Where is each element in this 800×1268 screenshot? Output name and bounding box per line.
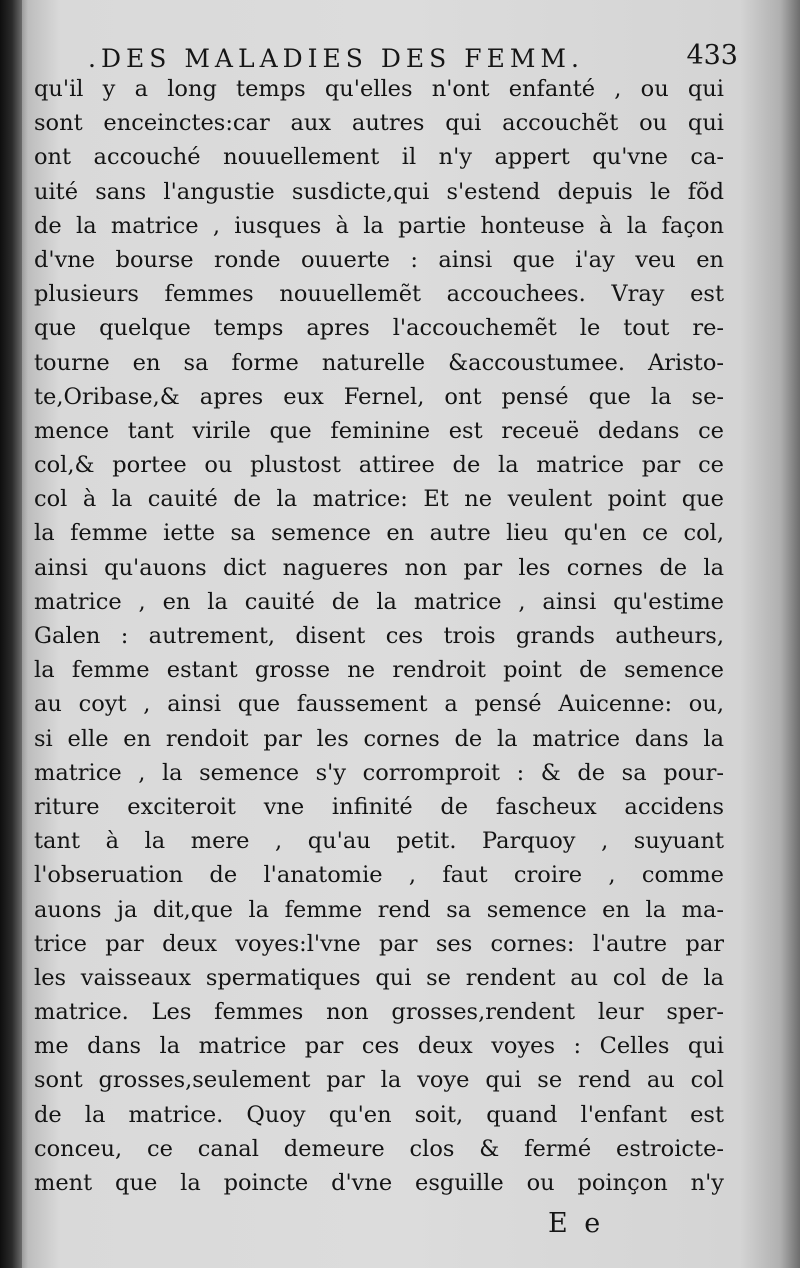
- text-line: matrice , en la cauité de la matrice , ainsi qu'estime: [34, 588, 724, 615]
- text-line: Galen : autrement, disent ces trois grands autheurs,: [34, 623, 724, 649]
- text-line: de la matrice , iusques à la partie honteuse à la façon: [34, 212, 724, 239]
- text-line: col,& portee ou plustost attiree de la matrice par ce: [34, 452, 724, 479]
- text-line: l'obseruation de l'anatomie , faut croire , comme: [34, 862, 724, 889]
- text-line: de la matrice. Quoy qu'en soit, quand l'enfant est: [34, 1101, 724, 1128]
- text-line: au coyt , ainsi que faussement a pensé Auicenne: ou,: [34, 691, 724, 718]
- running-head: .DES MALADIES DES FEMM.: [88, 44, 584, 73]
- text-line: matrice , la semence s'y corromproit : & de sa pour-: [34, 759, 724, 786]
- signature-mark: E e: [548, 1208, 605, 1239]
- text-line: te,Oribase,& apres eux Fernel, ont pensé que la se-: [34, 383, 724, 410]
- text-line: la femme estant grosse ne rendroit point de semence: [34, 657, 724, 684]
- text-line: que quelque temps apres l'accouchemẽt le tout re-: [34, 315, 724, 342]
- text-line: qu'il y a long temps qu'elles n'ont enfanté , ou qui: [34, 76, 724, 102]
- text-line: matrice. Les femmes non grosses,rendent leur sper-: [34, 999, 724, 1026]
- page-gutter-shadow: [0, 0, 22, 1268]
- text-line: sont grosses,seulement par la voye qui se rend au col: [34, 1067, 724, 1094]
- text-line: auons ja dit,que la femme rend sa semence en la ma-: [34, 896, 724, 923]
- text-line: la femme iette sa semence en autre lieu qu'en ce col,: [34, 520, 724, 547]
- text-line: les vaisseaux spermatiques qui se rendent au col de la: [34, 964, 724, 991]
- text-line: mence tant virile que feminine est receuë dedans ce: [34, 417, 724, 444]
- text-line: ment que la poincte d'vne esguille ou poinçon n'y: [34, 1170, 724, 1196]
- text-line: trice par deux voyes:l'vne par ses cornes: l'autre par: [34, 930, 724, 957]
- text-line: d'vne bourse ronde ouuerte : ainsi que i'ay veu en: [34, 246, 724, 273]
- text-line: tourne en sa forme naturelle &accoustumee. Aristo-: [34, 349, 724, 376]
- page-number: 433: [686, 40, 738, 71]
- text-line: conceu, ce canal demeure clos & fermé estroicte-: [34, 1135, 724, 1162]
- text-line: si elle en rendoit par les cornes de la matrice dans la: [34, 725, 724, 752]
- text-line: plusieurs femmes nouuellemẽt accouchees. Vray est: [34, 281, 724, 308]
- text-line: me dans la matrice par ces deux voyes : Celles qui: [34, 1033, 724, 1060]
- text-line: riture exciteroit vne infinité de fascheux accidens: [34, 793, 724, 820]
- text-line: col à la cauité de la matrice: Et ne veulent point que: [34, 486, 724, 513]
- text-line: ainsi qu'auons dict nagueres non par les cornes de la: [34, 554, 724, 581]
- text-line: tant à la mere , qu'au petit. Parquoy , suyuant: [34, 828, 724, 855]
- text-line: uité sans l'angustie susdicte,qui s'estend depuis le fõd: [34, 178, 724, 205]
- text-line: sont enceinctes:car aux autres qui accouchẽt ou qui: [34, 110, 724, 137]
- body-text: [34, 72, 724, 1200]
- text-line: ont accouché nouuellement il n'y appert qu'vne ca-: [34, 144, 724, 171]
